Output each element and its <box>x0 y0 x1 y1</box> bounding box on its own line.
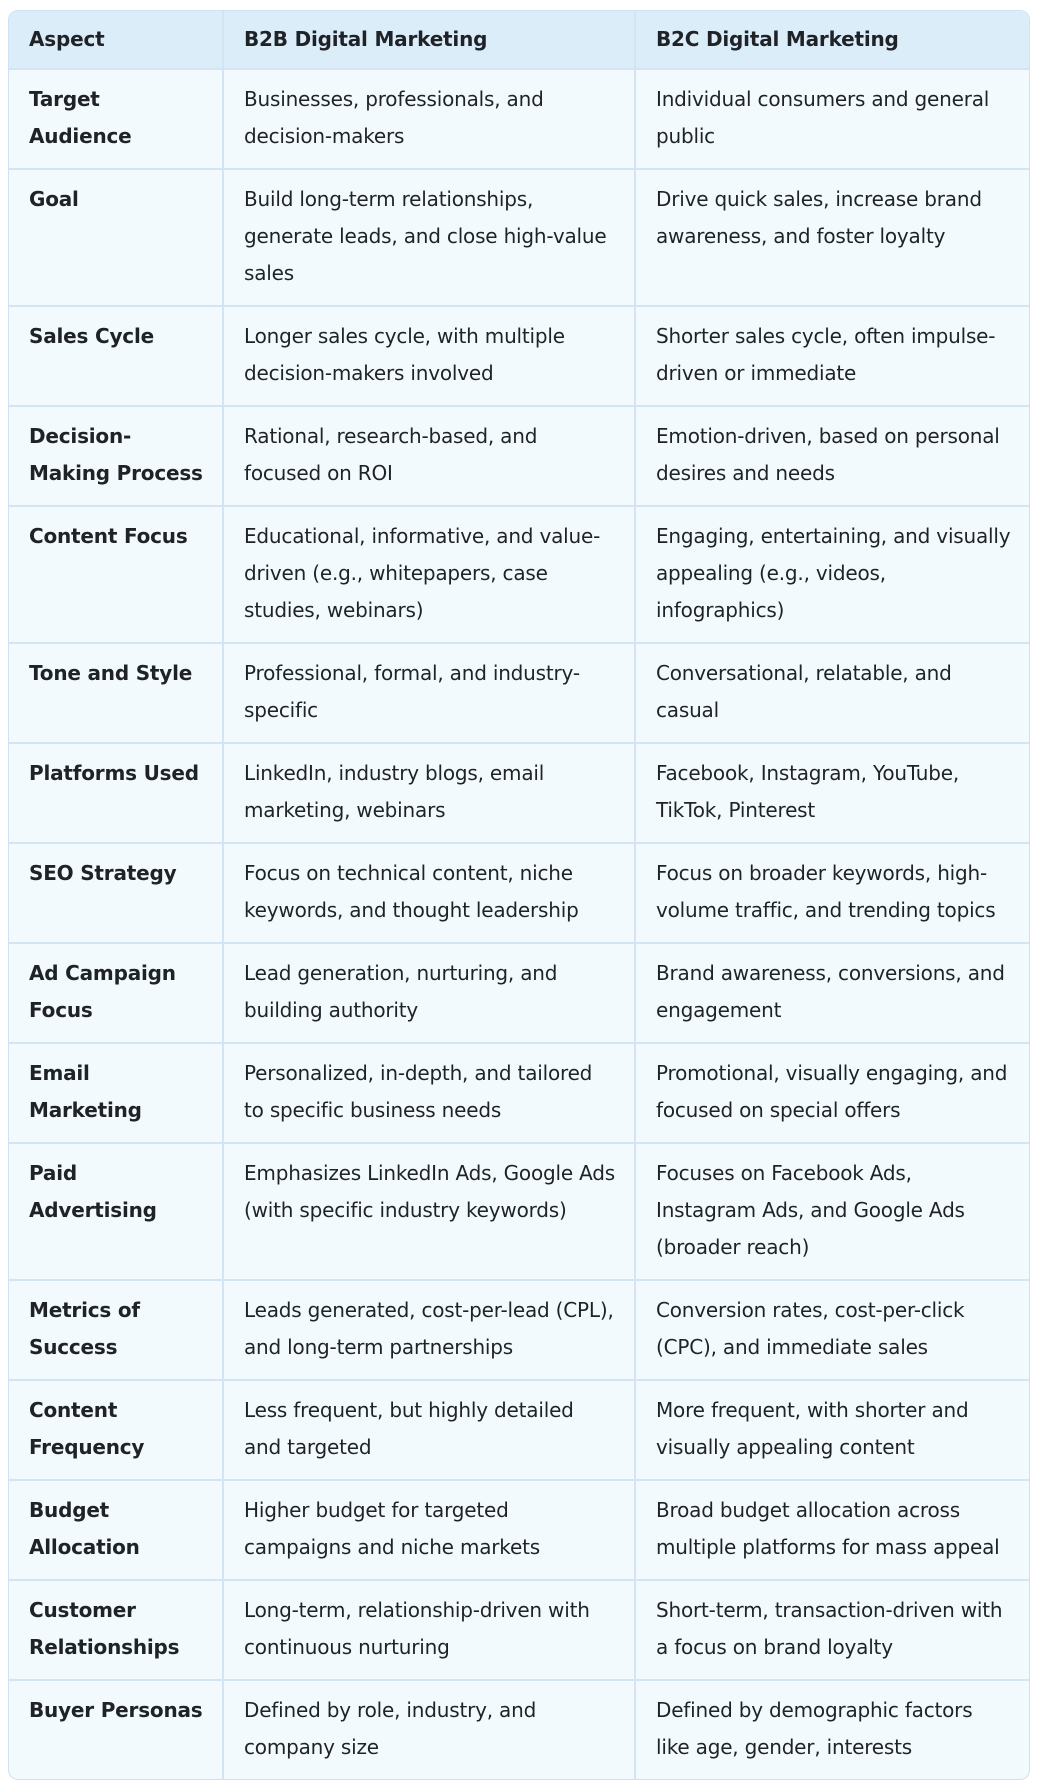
aspect-cell: Customer Relationships <box>9 1580 223 1680</box>
aspect-cell: Paid Advertising <box>9 1143 223 1280</box>
b2b-cell: Lead generation, nurturing, and building authority <box>223 943 635 1043</box>
b2b-cell: Businesses, professionals, and decision-makers <box>223 69 635 169</box>
table-row <box>9 1580 1029 1680</box>
table-body <box>9 69 1029 1779</box>
table-header-row <box>9 11 1029 69</box>
table-row <box>9 1480 1029 1580</box>
aspect-cell: Ad Campaign Focus <box>9 943 223 1043</box>
b2c-cell: Defined by demographic factors like age, gender, interests <box>656 1698 973 1759</box>
b2c-cell: Focus on broader keywords, high-volume traffic, and trending topics <box>635 843 1029 943</box>
b2c-cell: Individual consumers and general public <box>635 69 1029 169</box>
table-row <box>9 743 1029 843</box>
b2c-cell: Facebook, Instagram, YouTube, TikTok, Pinterest <box>635 743 1029 843</box>
table-row <box>9 1280 1029 1380</box>
aspect-cell: Budget Allocation <box>9 1480 223 1580</box>
aspect-cell: Decision-Making Process <box>9 406 223 506</box>
aspect-cell: Platforms Used <box>9 743 223 843</box>
b2b-cell: Build long-term relationships, generate leads, and close high-value sales <box>223 169 635 306</box>
b2c-cell: Short-term, transaction-driven with a focus on brand loyalty <box>635 1580 1029 1680</box>
table-row <box>9 943 1029 1043</box>
b2c-cell: Broad budget allocation across multiple platforms for mass appeal <box>635 1480 1029 1580</box>
table-row <box>9 69 1029 169</box>
table-row <box>9 1380 1029 1480</box>
table-row <box>9 643 1029 743</box>
b2c-cell: More frequent, with shorter and visually appealing content <box>635 1380 1029 1480</box>
table-row <box>9 406 1029 506</box>
b2b-cell: Educational, informative, and value-driven (e.g., whitepapers, case studies, webinars) <box>223 506 635 643</box>
header-b2c: B2C Digital Marketing <box>635 11 1029 69</box>
aspect-cell: Buyer Personas <box>9 1680 223 1779</box>
table-row <box>9 843 1029 943</box>
b2c-cell: Engaging, entertaining, and visually appealing (e.g., videos, infographics) <box>635 506 1029 643</box>
aspect-cell: Email Marketing <box>9 1043 223 1143</box>
table-row <box>9 1043 1029 1143</box>
b2b-cell: Longer sales cycle, with multiple decision-makers involved <box>223 306 635 406</box>
table-row <box>9 306 1029 406</box>
b2c-cell: Shorter sales cycle, often impulse-driven or immediate <box>635 306 1029 406</box>
header-b2b: B2B Digital Marketing <box>223 11 635 69</box>
comparison-table-container <box>8 10 1030 1780</box>
b2b-cell: Emphasizes LinkedIn Ads, Google Ads (with specific industry keywords) <box>223 1143 635 1280</box>
aspect-cell: Goal <box>9 169 223 306</box>
b2c-cell: Conversion rates, cost-per-click (CPC), and immediate sales <box>635 1280 1029 1380</box>
b2b-cell: Focus on technical content, niche keywords, and thought leadership <box>223 843 635 943</box>
b2b-cell: Rational, research-based, and focused on ROI <box>223 406 635 506</box>
b2b-cell: Personalized, in-depth, and tailored to specific business needs <box>223 1043 635 1143</box>
table-row <box>9 1143 1029 1280</box>
aspect-cell: Sales Cycle <box>9 306 223 406</box>
aspect-cell: Content Frequency <box>9 1380 223 1480</box>
b2b-cell: Leads generated, cost-per-lead (CPL), and long-term partnerships <box>223 1280 635 1380</box>
aspect-cell: SEO Strategy <box>9 843 223 943</box>
table-row <box>9 169 1029 306</box>
aspect-cell: Content Focus <box>9 506 223 643</box>
b2b-cell: Defined by role, industry, and company size <box>223 1680 635 1779</box>
b2c-cell: Conversational, relatable, and casual <box>635 643 1029 743</box>
b2b-cell: Long-term, relationship-driven with continuous nurturing <box>223 1580 635 1680</box>
b2c-cell: Drive quick sales, increase brand awareness, and foster loyalty <box>635 169 1029 306</box>
b2b-cell: Less frequent, but highly detailed and targeted <box>223 1380 635 1480</box>
b2c-cell: Brand awareness, conversions, and engagement <box>635 943 1029 1043</box>
table-row <box>9 1680 1029 1779</box>
header-aspect: Aspect <box>9 11 223 69</box>
b2c-cell: Promotional, visually engaging, and focused on special offers <box>635 1043 1029 1143</box>
b2b-cell: Professional, formal, and industry-specific <box>223 643 635 743</box>
aspect-cell: Tone and Style <box>9 643 223 743</box>
b2c-cell: Focuses on Facebook Ads, Instagram Ads, and Google Ads (broader reach) <box>635 1143 1029 1280</box>
table-row <box>9 506 1029 643</box>
b2c-cell: Emotion-driven, based on personal desires and needs <box>635 406 1029 506</box>
aspect-cell: Metrics of Success <box>9 1280 223 1380</box>
comparison-table <box>9 11 1029 1779</box>
b2b-cell: LinkedIn, industry blogs, email marketing, webinars <box>223 743 635 843</box>
b2b-cell: Higher budget for targeted campaigns and niche markets <box>223 1480 635 1580</box>
aspect-cell: Target Audience <box>9 69 223 169</box>
